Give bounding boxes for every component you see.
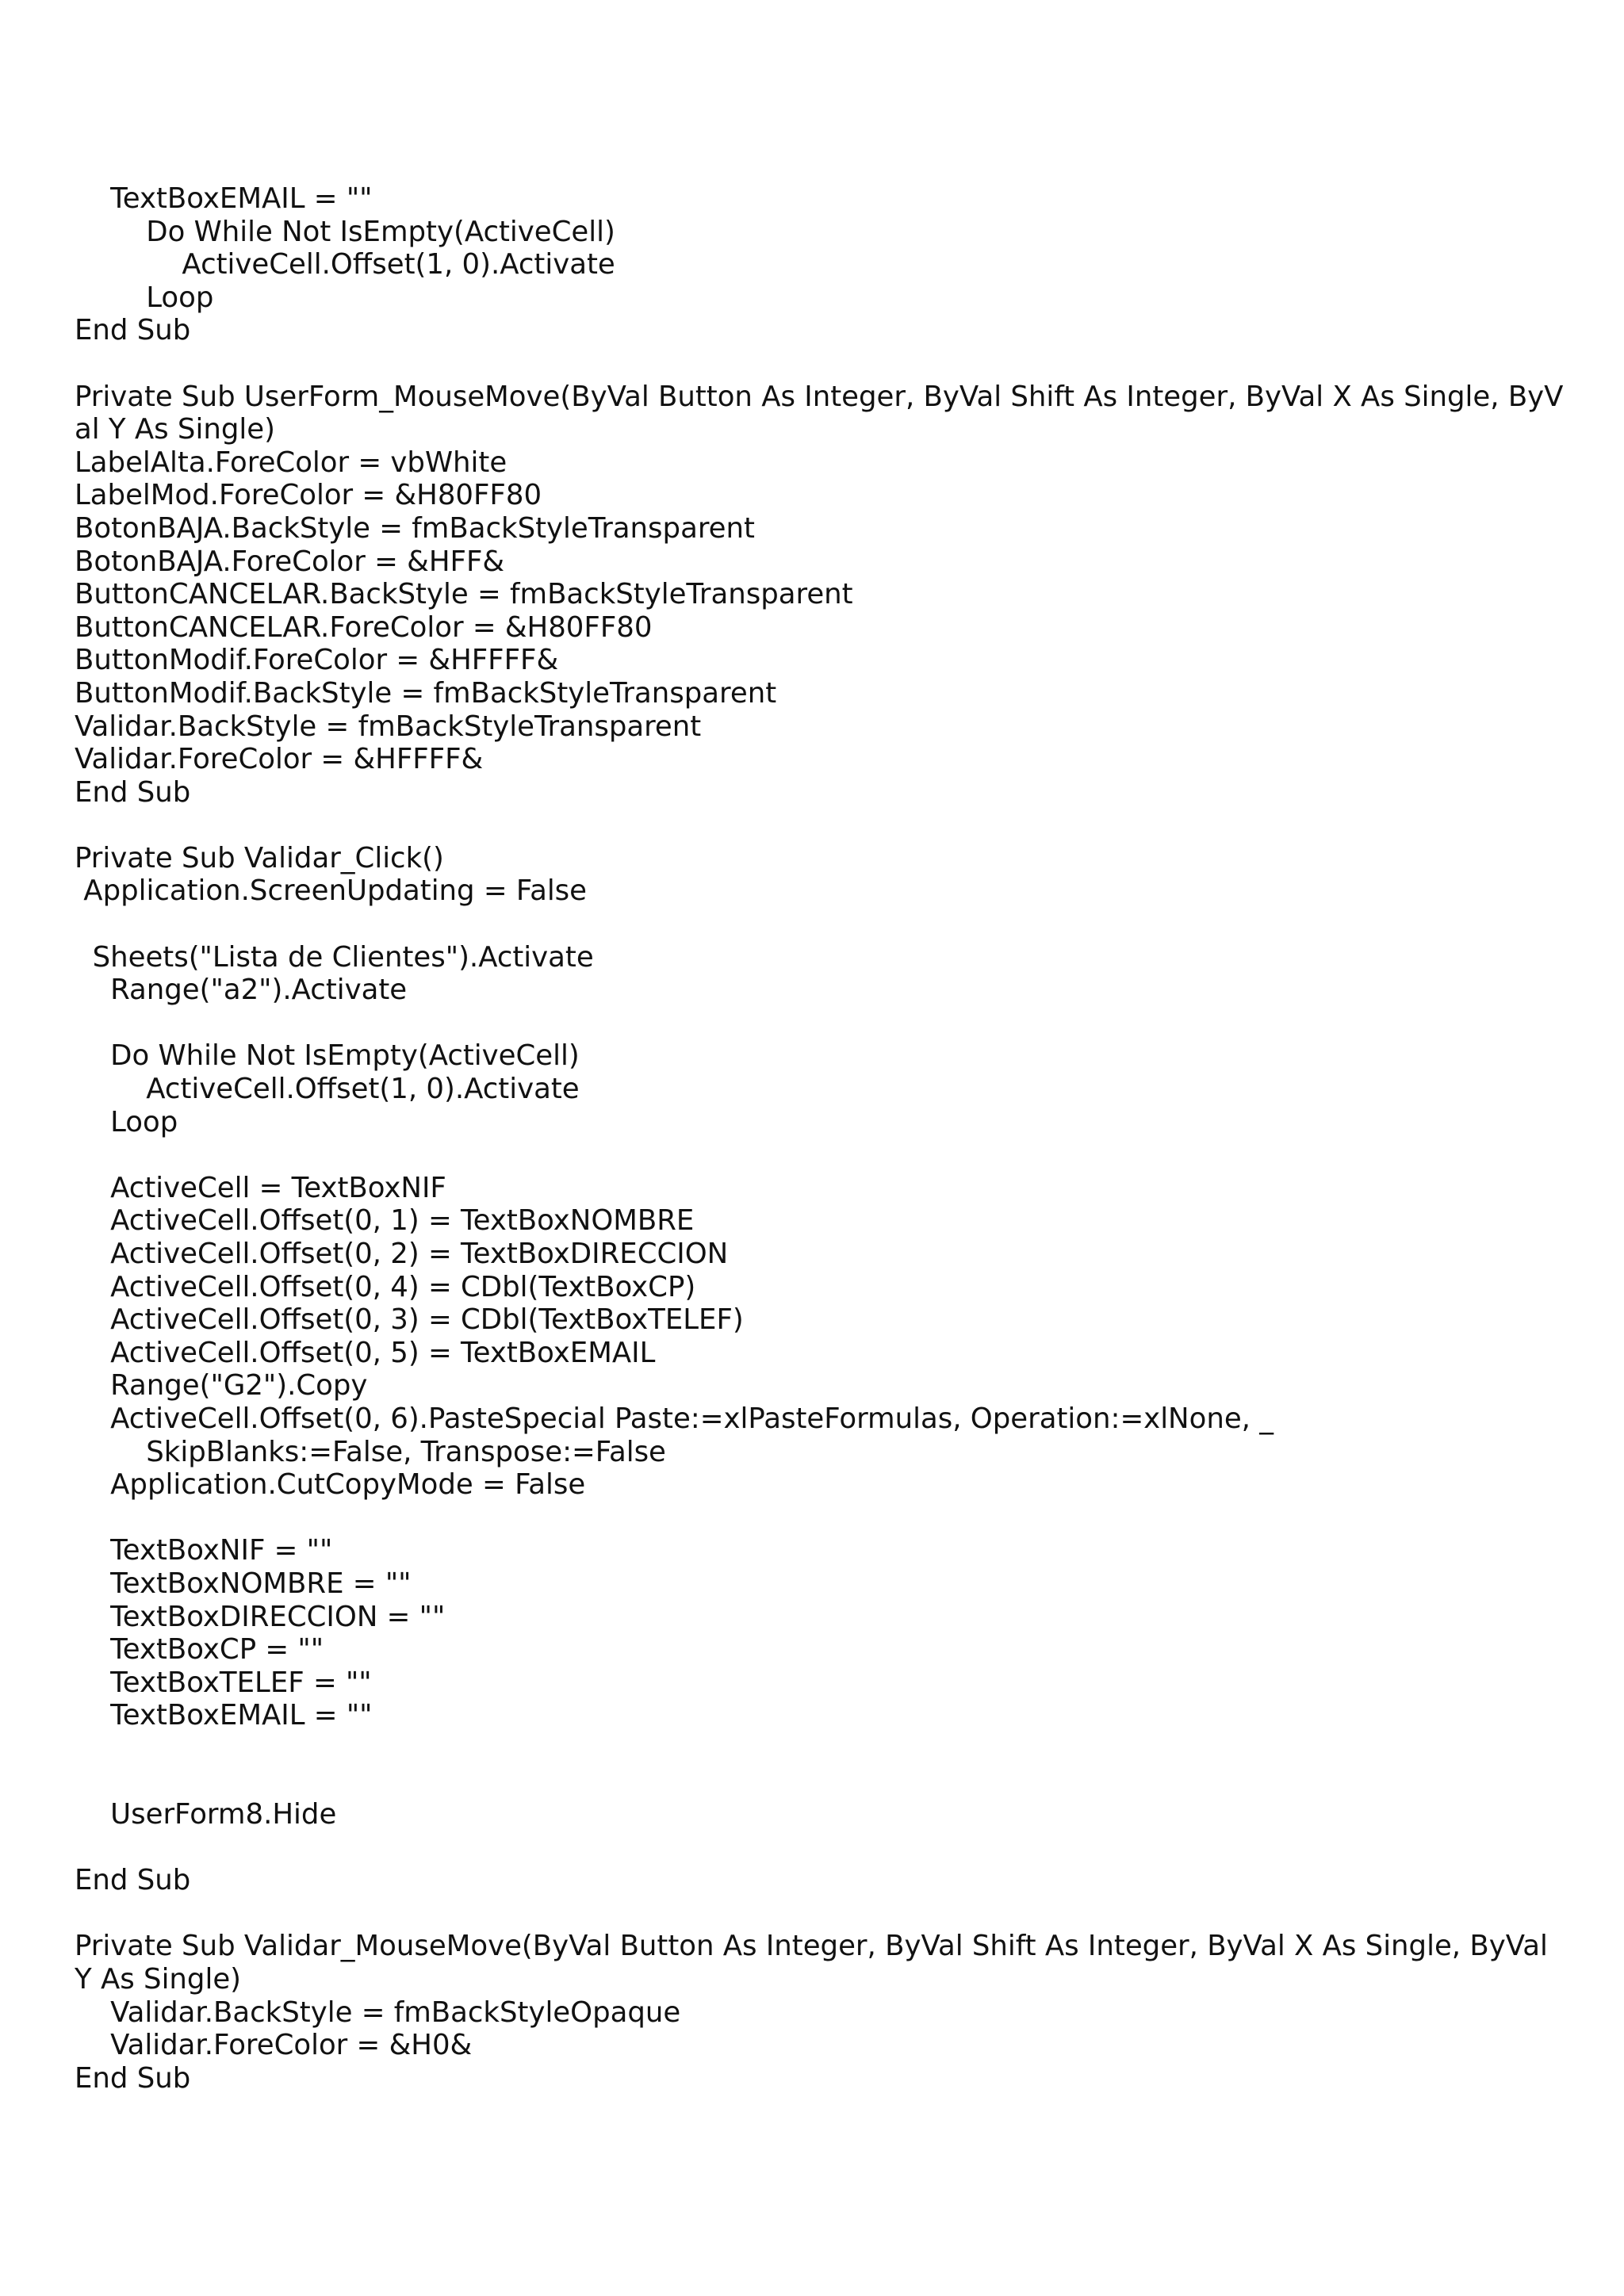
code-line: TextBoxEMAIL = "": [75, 1699, 373, 1732]
code-line: BotonBAJA.BackStyle = fmBackStyleTransparent: [75, 511, 755, 545]
code-line: Validar.ForeColor = &H0&: [75, 2029, 473, 2062]
code-line: [75, 347, 1581, 381]
code-line: Sheets("Lista de Clientes").Activate: [75, 940, 594, 974]
code-line: TextBoxNIF = "": [75, 1534, 333, 1567]
code-line: [75, 908, 1581, 941]
code-line: TextBoxTELEF = "": [75, 1666, 372, 1699]
code-line: [75, 1502, 1581, 1535]
code-line: TextBoxCP = "": [75, 1633, 324, 1667]
code-line: ActiveCell.Offset(1, 0).Activate: [75, 248, 615, 281]
code-line: ActiveCell.Offset(0, 2) = TextBoxDIRECCION: [75, 1238, 729, 1270]
code-line: Loop: [75, 281, 214, 314]
code-line: ActiveCell.Offset(0, 5) = TextBoxEMAIL: [75, 1336, 656, 1369]
code-line: ButtonCANCELAR.ForeColor = &H80FF80: [75, 610, 653, 644]
code-line: TextBoxEMAIL = "": [75, 182, 373, 215]
code-line: LabelAlta.ForeColor = vbWhite: [75, 446, 508, 479]
code-line: LabelMod.ForeColor = &H80FF80: [75, 479, 542, 512]
code-line: Private Sub Validar_Click(): [75, 841, 444, 874]
code-line: [75, 809, 1581, 842]
code-line: Application.CutCopyMode = False: [75, 1468, 586, 1502]
code-line: Y As Single): [75, 1963, 242, 1996]
code-line: UserForm8.Hide: [75, 1798, 337, 1831]
code-line: al Y As Single): [75, 413, 275, 446]
code-line: ActiveCell.Offset(0, 1) = TextBoxNOMBRE: [75, 1204, 695, 1238]
code-line: ActiveCell = TextBoxNIF: [75, 1171, 446, 1204]
code-line: ActiveCell.Offset(0, 3) = CDbl(TextBoxTELEF): [75, 1303, 744, 1337]
code-line: Do While Not IsEmpty(ActiveCell): [75, 1039, 580, 1073]
code-line: BotonBAJA.ForeColor = &HFF&: [75, 545, 505, 578]
code-line: Private Sub Validar_MouseMove(ByVal Button As Integer, ByVal Shift As Integer, ByVal X As Single, ByVal: [75, 1930, 1548, 1963]
code-line: ButtonModif.BackStyle = fmBackStyleTransparent: [75, 676, 777, 710]
code-line: [75, 1007, 1581, 1040]
code-line: [75, 1766, 1581, 1799]
code-line: ActiveCell.Offset(0, 4) = CDbl(TextBoxCP): [75, 1270, 696, 1303]
code-line: TextBoxNOMBRE = "": [75, 1567, 412, 1600]
code-line: [75, 1732, 1581, 1766]
code-line: Validar.ForeColor = &HFFFF&: [75, 743, 484, 776]
code-line: Application.ScreenUpdating = False: [75, 874, 588, 908]
code-line: End Sub: [75, 775, 191, 809]
code-document: [75, 182, 1581, 2095]
code-line: Loop: [75, 1105, 178, 1138]
code-line: Range("a2").Activate: [75, 974, 408, 1007]
code-line: Validar.BackStyle = fmBackStyleTransparent: [75, 710, 702, 743]
code-line: ButtonCANCELAR.BackStyle = fmBackStyleTransparent: [75, 578, 853, 611]
code-line: [75, 1831, 1581, 1865]
code-line: ButtonModif.ForeColor = &HFFFF&: [75, 644, 559, 677]
code-line: Range("G2").Copy: [75, 1369, 368, 1402]
code-line: Validar.BackStyle = fmBackStyleOpaque: [75, 1996, 681, 2029]
code-line: End Sub: [75, 314, 191, 347]
code-line: Do While Not IsEmpty(ActiveCell): [75, 215, 615, 248]
code-line: [75, 1897, 1581, 1931]
code-line: End Sub: [75, 2061, 191, 2095]
code-line: End Sub: [75, 1864, 191, 1897]
code-line: TextBoxDIRECCION = "": [75, 1600, 446, 1633]
code-line: ActiveCell.Offset(0, 6).PasteSpecial Paste:=xlPasteFormulas, Operation:=xlNone, _: [75, 1402, 1274, 1435]
code-line: Private Sub UserForm_MouseMove(ByVal Button As Integer, ByVal Shift As Integer, ByVal X As Single, ByV: [75, 380, 1564, 413]
code-line: SkipBlanks:=False, Transpose:=False: [75, 1435, 666, 1468]
code-line: [75, 1138, 1581, 1172]
code-line: ActiveCell.Offset(1, 0).Activate: [75, 1073, 580, 1106]
